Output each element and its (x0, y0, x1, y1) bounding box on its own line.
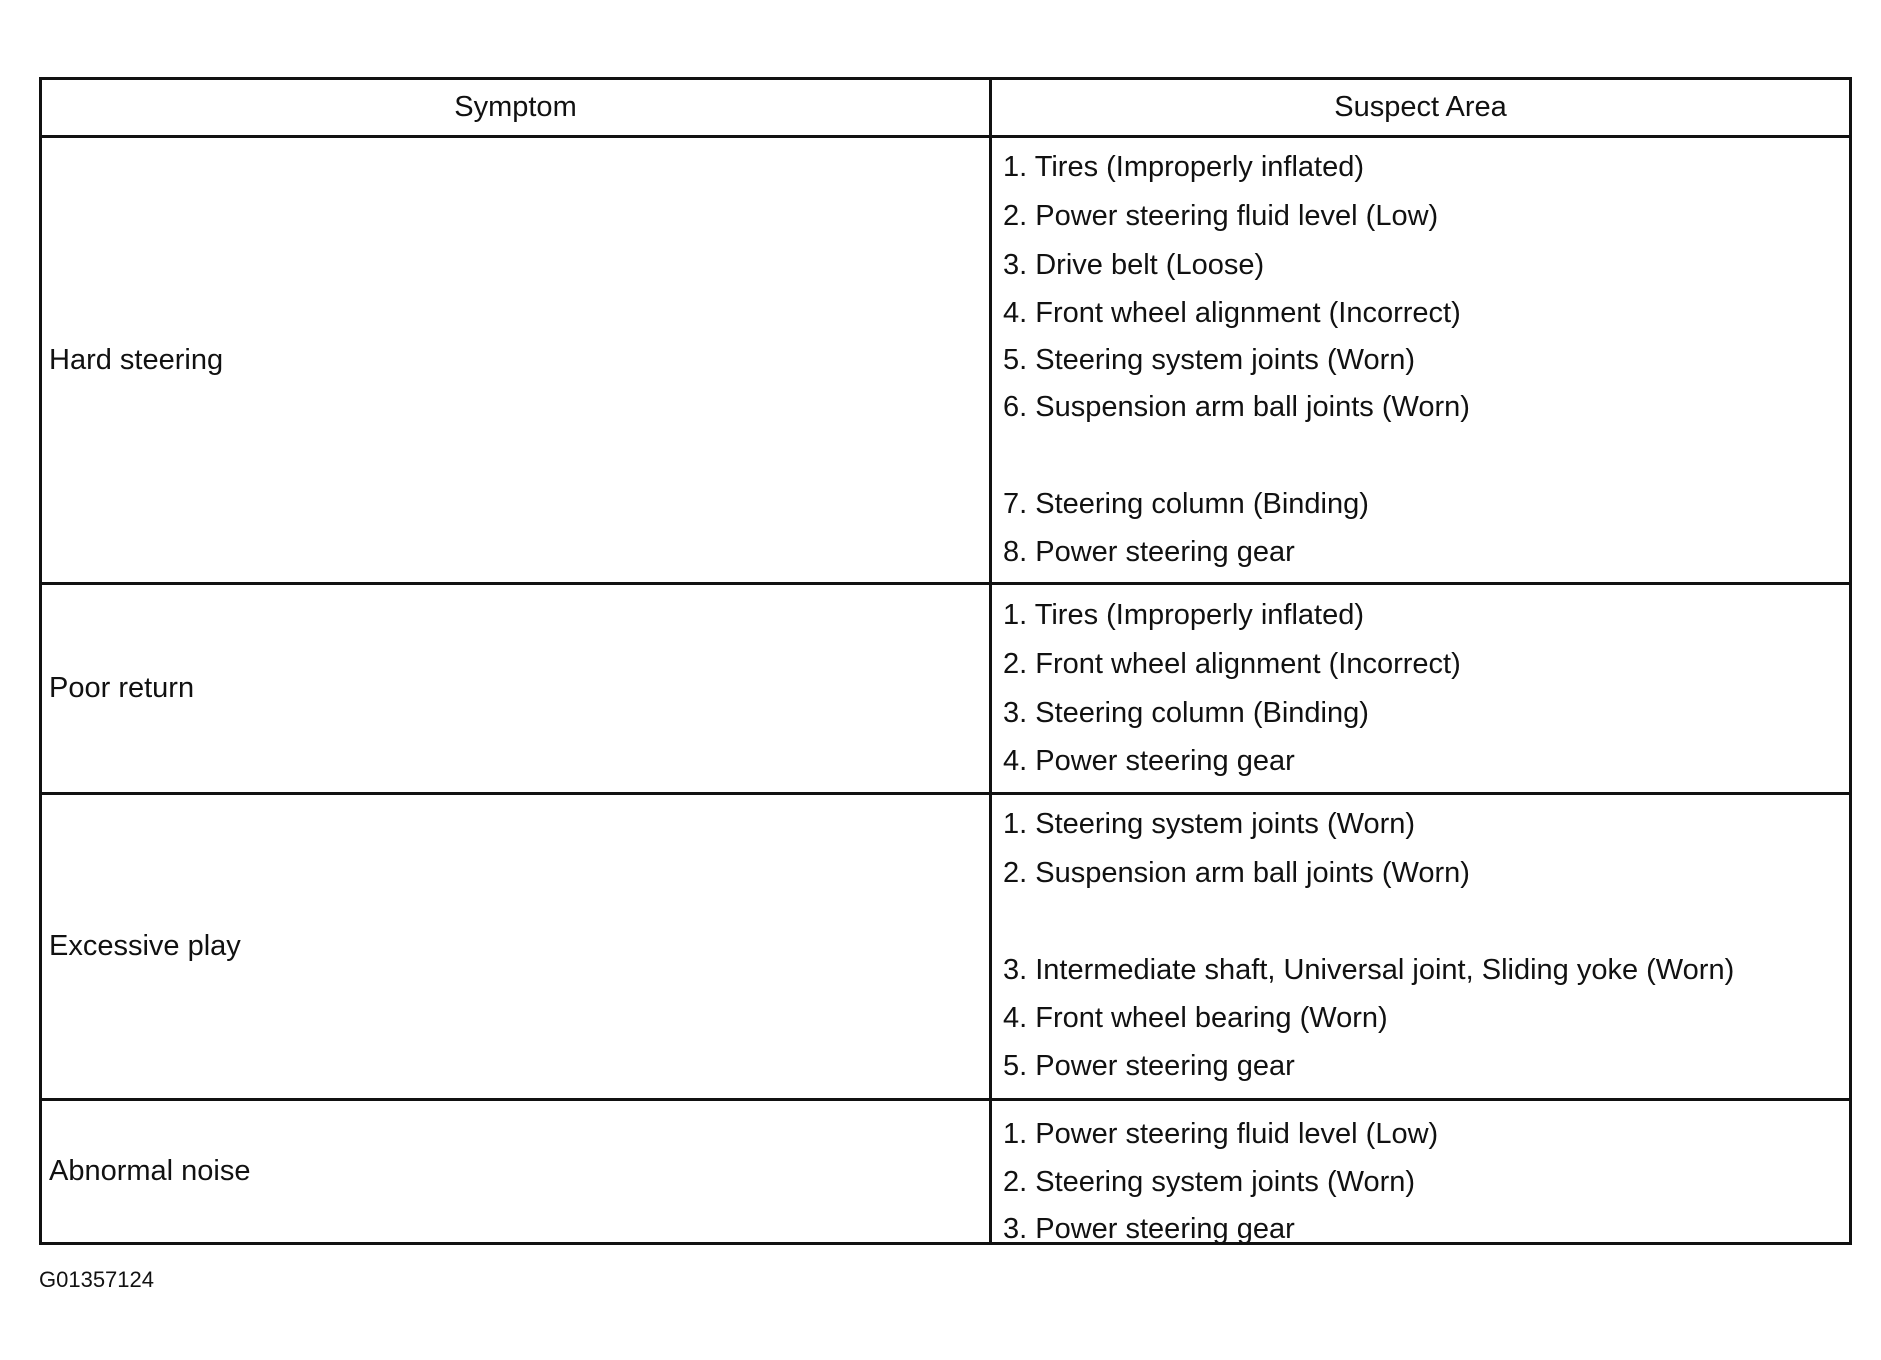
suspect-item: 1. Steering system joints (Worn) (1003, 808, 1416, 840)
suspect-item: 2. Steering system joints (Worn) (1003, 1166, 1416, 1198)
suspect-item: 6. Suspension arm ball joints (Worn) (1003, 391, 1470, 423)
symptom-cell: Poor return (49, 672, 195, 704)
suspect-item: 2. Front wheel alignment (Incorrect) (1003, 648, 1461, 680)
table-row (42, 138, 1849, 585)
table-header-row (42, 80, 1849, 138)
figure-code: G01357124 (39, 1267, 154, 1292)
suspect-area-list (1003, 1101, 1843, 1245)
suspect-item: 4. Power steering gear (1003, 745, 1295, 777)
table-row (42, 1101, 1849, 1245)
suspect-item: 1. Tires (Improperly inflated) (1003, 151, 1365, 183)
suspect-item: 5. Steering system joints (Worn) (1003, 344, 1416, 376)
suspect-item: 5. Power steering gear (1003, 1050, 1295, 1082)
header-suspect-area: Suspect Area (1334, 91, 1507, 123)
symptom-cell: Abnormal noise (49, 1155, 251, 1187)
suspect-item: 8. Power steering gear (1003, 536, 1295, 568)
table-row (42, 795, 1849, 1101)
header-symptom: Symptom (454, 91, 577, 123)
troubleshooting-table (39, 77, 1852, 1245)
suspect-area-list (1003, 585, 1843, 792)
suspect-item: 3. Power steering gear (1003, 1213, 1295, 1245)
suspect-item: 4. Front wheel bearing (Worn) (1003, 1002, 1388, 1034)
suspect-item: 4. Front wheel alignment (Incorrect) (1003, 297, 1461, 329)
suspect-item: 3. Intermediate shaft, Universal joint, Sliding yoke (Worn) (1003, 954, 1735, 986)
suspect-item: 7. Steering column (Binding) (1003, 488, 1369, 520)
suspect-item: 3. Drive belt (Loose) (1003, 249, 1265, 281)
symptom-cell: Hard steering (49, 343, 224, 376)
suspect-area-list (1003, 138, 1843, 582)
suspect-area-list (1003, 795, 1843, 1098)
symptom-cell: Excessive play (49, 930, 241, 962)
suspect-item: 1. Tires (Improperly inflated) (1003, 599, 1365, 631)
suspect-item: 2. Suspension arm ball joints (Worn) (1003, 857, 1470, 889)
suspect-item: 3. Steering column (Binding) (1003, 697, 1369, 729)
table-row (42, 585, 1849, 795)
suspect-item: 2. Power steering fluid level (Low) (1003, 200, 1439, 232)
suspect-item: 1. Power steering fluid level (Low) (1003, 1118, 1439, 1150)
